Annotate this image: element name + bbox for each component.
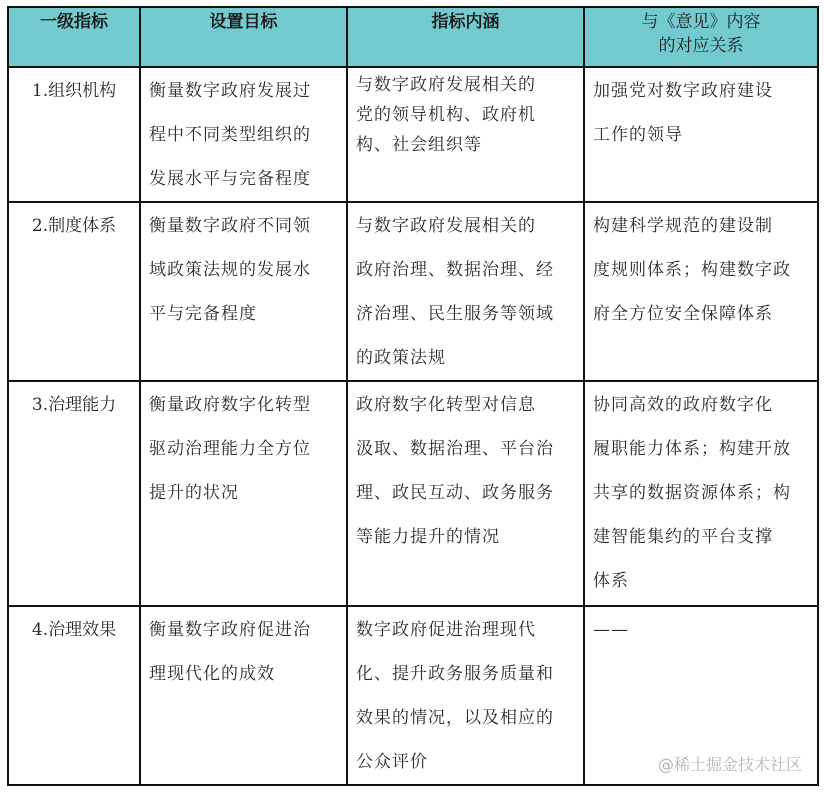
table-row: [9, 203, 817, 382]
indicator-cell: 2.制度体系: [9, 203, 141, 380]
goal-cell: 衡量数字政府发展过 程中不同类型组织的 发展水平与完备程度: [141, 68, 348, 201]
header-first-level-indicator: 一级指标: [9, 8, 141, 66]
connotation-cell: 数字政府促进治理现代 化、提升政务服务质量和 效果的情况，以及相应的 公众评价: [348, 607, 585, 784]
table-header-row: [9, 8, 817, 68]
table-row: [9, 68, 817, 203]
correspondence-cell: 协同高效的政府数字化 履职能力体系；构建开放 共享的数据资源体系；构 建智能集约的平台支撑 体系: [593, 395, 791, 591]
correspondence-cell: 加强党对数字政府建设 工作的领导: [593, 81, 773, 145]
header-setting-goal: 设置目标: [141, 8, 348, 66]
connotation-cell: 政府数字化转型对信息 汲取、数据治理、平台治 理、政民互动、政务服务 等能力提升的情况: [348, 382, 585, 605]
goal-cell: 衡量数字政府促进治 理现代化的成效: [141, 607, 348, 784]
table-row: [9, 382, 817, 607]
correspondence-cell: 构建科学规范的建设制 度规则体系；构建数字政 府全方位安全保障体系: [593, 216, 791, 324]
goal-cell: 衡量数字政府不同领 域政策法规的发展水 平与完备程度: [141, 203, 348, 380]
indicator-table: [7, 6, 819, 786]
connotation-cell: 与数字政府发展相关的 党的领导机构、政府机 构、社会组织等: [348, 68, 585, 201]
connotation-cell: 与数字政府发展相关的 政府治理、数据治理、经 济治理、民生服务等领域 的政策法规: [348, 203, 585, 380]
header-indicator-connotation: 指标内涵: [348, 8, 585, 66]
indicator-cell: 1.组织机构: [9, 68, 141, 201]
goal-cell: 衡量政府数字化转型 驱动治理能力全方位 提升的状况: [141, 382, 348, 605]
header-correspondence: 与《意见》内容 的对应关系: [641, 12, 761, 56]
watermark: @稀土掘金技术社区: [657, 755, 802, 774]
correspondence-cell: ——: [593, 620, 629, 640]
indicator-cell: 3.治理能力: [9, 382, 141, 605]
indicator-cell: 4.治理效果: [9, 607, 141, 784]
